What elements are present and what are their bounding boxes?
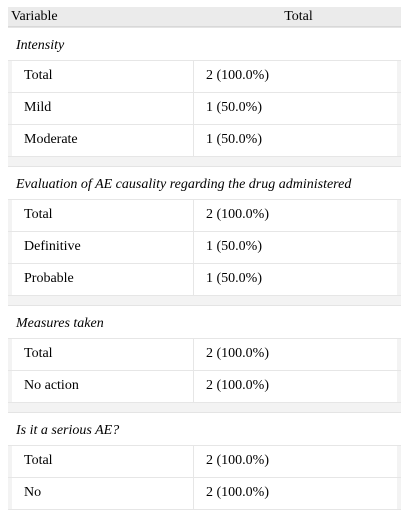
row-value: 2 (100.0%) [193, 446, 401, 477]
row-label: Mild [8, 93, 193, 124]
section-title: Is it a serious AE? [8, 412, 401, 445]
section-rows [8, 199, 401, 296]
section-spacer [8, 296, 401, 305]
table-row [8, 263, 401, 295]
table-row [8, 60, 401, 92]
table-row [8, 124, 401, 156]
row-label: Total [8, 339, 193, 370]
table-row [8, 92, 401, 124]
table-row [8, 370, 401, 402]
section-title: Measures taken [8, 305, 401, 338]
section-spacer [8, 157, 401, 166]
table-row [8, 231, 401, 263]
row-value: 2 (100.0%) [193, 371, 401, 402]
row-value: 1 (50.0%) [193, 93, 401, 124]
row-value: 2 (100.0%) [193, 61, 401, 92]
row-label: Total [8, 446, 193, 477]
adverse-events-table [8, 7, 401, 510]
row-value: 2 (100.0%) [193, 339, 401, 370]
row-label: Total [8, 61, 193, 92]
row-label: Total [8, 200, 193, 231]
row-value: 1 (50.0%) [193, 232, 401, 263]
row-label: Probable [8, 264, 193, 295]
table-body [8, 27, 401, 510]
section-title: Evaluation of AE causality regarding the drug administered [8, 166, 401, 199]
row-value: 2 (100.0%) [193, 478, 401, 509]
table-row [8, 338, 401, 370]
table-header [8, 7, 401, 27]
section-spacer [8, 403, 401, 412]
row-value: 1 (50.0%) [193, 264, 401, 295]
header-total: Total [284, 9, 313, 24]
table-row [8, 477, 401, 509]
section-rows [8, 445, 401, 510]
section-rows [8, 60, 401, 157]
section-title: Intensity [8, 27, 401, 60]
row-value: 1 (50.0%) [193, 125, 401, 156]
row-value: 2 (100.0%) [193, 200, 401, 231]
table-row [8, 199, 401, 231]
row-label: Definitive [8, 232, 193, 263]
row-label: No [8, 478, 193, 509]
table-row [8, 445, 401, 477]
row-label: Moderate [8, 125, 193, 156]
section-rows [8, 338, 401, 403]
header-variable: Variable [11, 9, 58, 24]
row-label: No action [8, 371, 193, 402]
